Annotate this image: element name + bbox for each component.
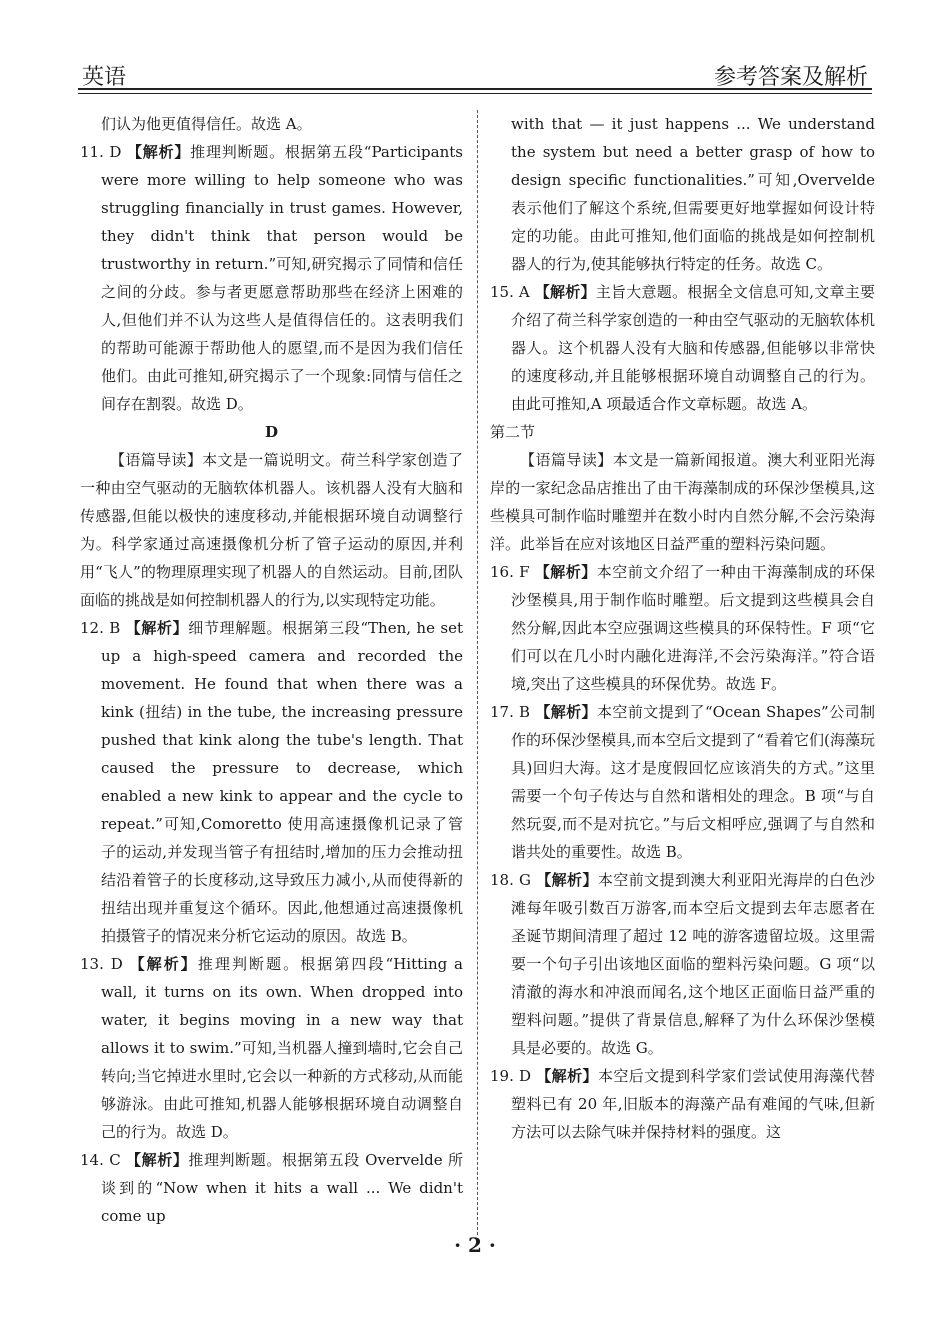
left-column [80,110,463,1230]
analysis-tag: 【解析】 [536,1067,598,1085]
answer-number: 12. B [80,619,121,637]
answer-text: 本空前文介绍了一种由干海藻制成的环保沙堡模具,用于制作临时雕塑。后文提到这些模具会自然分解,因此本空应强调这些模具的环保特性。F 项“它们可以在几小时内融化进海洋,不会污染海洋。”符合语境,突出了这些模具的环保优势。故选 F。 [511,563,875,693]
answer-15 [490,278,875,418]
section-heading-d: D [264,423,278,441]
part-heading: 第二节 [490,423,536,441]
answer-text: 主旨大意题。根据全文信息可知,文章主要介绍了荷兰科学家创造的一种由空气驱动的无脑软体机器人。这个机器人没有大脑和传感器,但能够以非常快的速度移动,并且能够根据环境自动调整自己的行为。由此可推知,A 项最适合作文章标题。故选 A。 [511,283,875,413]
answer-title: 参考答案及解析 [713,65,868,90]
header-rule-thick [78,88,872,90]
answer-number: 11. D [80,143,122,161]
answer-number: 13. D [80,955,123,973]
analysis-tag: 【解析】 [126,1151,189,1169]
answer-text: 本空前文提到澳大利亚阳光海岸的白色沙滩每年吸引数百万游客,而本空后文提到去年志愿者在圣诞节期间清理了超过 12 吨的游客遗留垃圾。这里需要一个句子引出该地区面临的塑料污染问题。G 项“以清澈的海水和冲浪而闻名,这个地区正面临日益严重的塑料问题。”提供了背景信息,解释了为什么环保沙堡模具是必要的。故选 G。 [511,871,875,1057]
answer-text: 推理判断题。根据第五段 Overvelde 所谈到的“Now when it hits a wall ... We didn't come up [101,1151,463,1225]
answer-19 [490,1062,875,1146]
answer-text: 推理判断题。根据第四段“Hitting a wall, it turns on its own. When dropped into water, it begins moving in a new way that allows it to swim.”可知,当机器人撞到墙时,它会自己转向;当它掉进水里时,它会以一种新的方式移动,从而能够游泳。由此可推知,机器人能够根据环境自动调整自己的行为。故选 D。 [101,955,463,1141]
answer-number: 15. A [490,283,530,301]
answer-number: 17. B [490,703,531,721]
answer-13 [80,950,463,1146]
passage-guide-d: 【语篇导读】本文是一篇说明文。荷兰科学家创造了一种由空气驱动的无脑软体机器人。该机器人没有大脑和传感器,但能以极快的速度移动,并能根据环境自动调整行为。科学家通过高速摄像机分析了管子运动的原因,并利用“飞人”的物理原理实现了机器人的自然运动。目前,团队面临的挑战是如何控制机器人的行为,以实现特定功能。 [80,451,463,609]
analysis-tag: 【解析】 [127,143,191,161]
right-column [490,110,875,1146]
analysis-tag: 【解析】 [129,955,198,973]
continued-text: 们认为他更值得信任。故选 A。 [101,115,312,133]
page-number: · 2 · [454,1233,496,1257]
analysis-tag: 【解析】 [534,283,596,301]
answer-text: 本空后文提到科学家们尝试使用海藻代替塑料已有 20 年,旧版本的海藻产品有难闻的气味,但新方法可以去除气味并保持材料的强度。这 [511,1067,875,1141]
page-header [78,58,872,92]
header-rule-thin [78,93,872,94]
analysis-tag: 【解析】 [125,619,189,637]
answer-14-continued: with that — it just happens ... We understand the system but need a better grasp of how to design specific functionalities.”可知,Overvelde 表示他们了解这个系统,但需要更好地掌握如何设计特定的功能。由此可推知,他们面临的挑战是如何控制机器人的行为,使其能够执行特定的任务。故选 C。 [511,115,875,273]
analysis-tag: 【解析】 [536,871,598,889]
answer-17 [490,698,875,866]
answer-number: 18. G [490,871,532,889]
answer-text: 推理判断题。根据第五段“Participants were more willing to help someone who was struggling financially in trust games. However, they didn't think that person would be trustworthy in return.”可知,研究揭示了同情和信任之间的分歧。参与者更愿意帮助那些在经济上困难的人,但他们并不认为这些人是值得信任的。这表明我们的帮助可能源于帮助他人的愿望,而不是因为我们信任他们。由此可推知,研究揭示了一个现象:同情与信任之间存在割裂。故选 D。 [101,143,463,413]
answer-14 [80,1146,463,1230]
answer-11 [80,138,463,418]
subject-label: 英语 [82,65,127,90]
answer-number: 19. D [490,1067,532,1085]
answer-number: 16. F [490,563,530,581]
answer-number: 14. C [80,1151,121,1169]
analysis-tag: 【解析】 [535,703,597,721]
answer-16 [490,558,875,698]
answer-12 [80,614,463,950]
answer-text: 本空前文提到了“Ocean Shapes”公司制作的环保沙堡模具,而本空后文提到了“看着它们(海藻玩具)回归大海。这才是度假回忆应该消失的方式。”这里需要一个句子传达与自然和谐相处的理念。B 项“与自然玩耍,而不是对抗它。”与后文相呼应,强调了与自然和谐共处的重要性。故选 B。 [511,703,875,861]
passage-guide-part2: 【语篇导读】本文是一篇新闻报道。澳大利亚阳光海岸的一家纪念品店推出了由干海藻制成的环保沙堡模具,这些模具可制作临时雕塑并在数小时内自然分解,不会污染海洋。此举旨在应对该地区日益严重的塑料污染问题。 [490,451,875,553]
column-divider [477,110,478,1235]
answer-text: 细节理解题。根据第三段“Then, he set up a high-speed camera and recorded the movement. He found that when there was a kink (扭结) in the tube, the increasing pressure pushed that kink along the tube's length. That caused the pressure to decrease, which enabled a new kink to appear and the cycle to repeat.”可知,Comoretto 使用高速摄像机记录了管子的运动,并发现当管子有扭结时,增加的压力会推动扭结沿着管子的长度移动,这导致压力减小,从而使得新的扭结出现并重复这个循环。因此,他想通过高速摄像机拍摄管子的情况来分析它运动的原因。故选 B。 [101,619,463,945]
analysis-tag: 【解析】 [534,563,597,581]
answer-18 [490,866,875,1062]
